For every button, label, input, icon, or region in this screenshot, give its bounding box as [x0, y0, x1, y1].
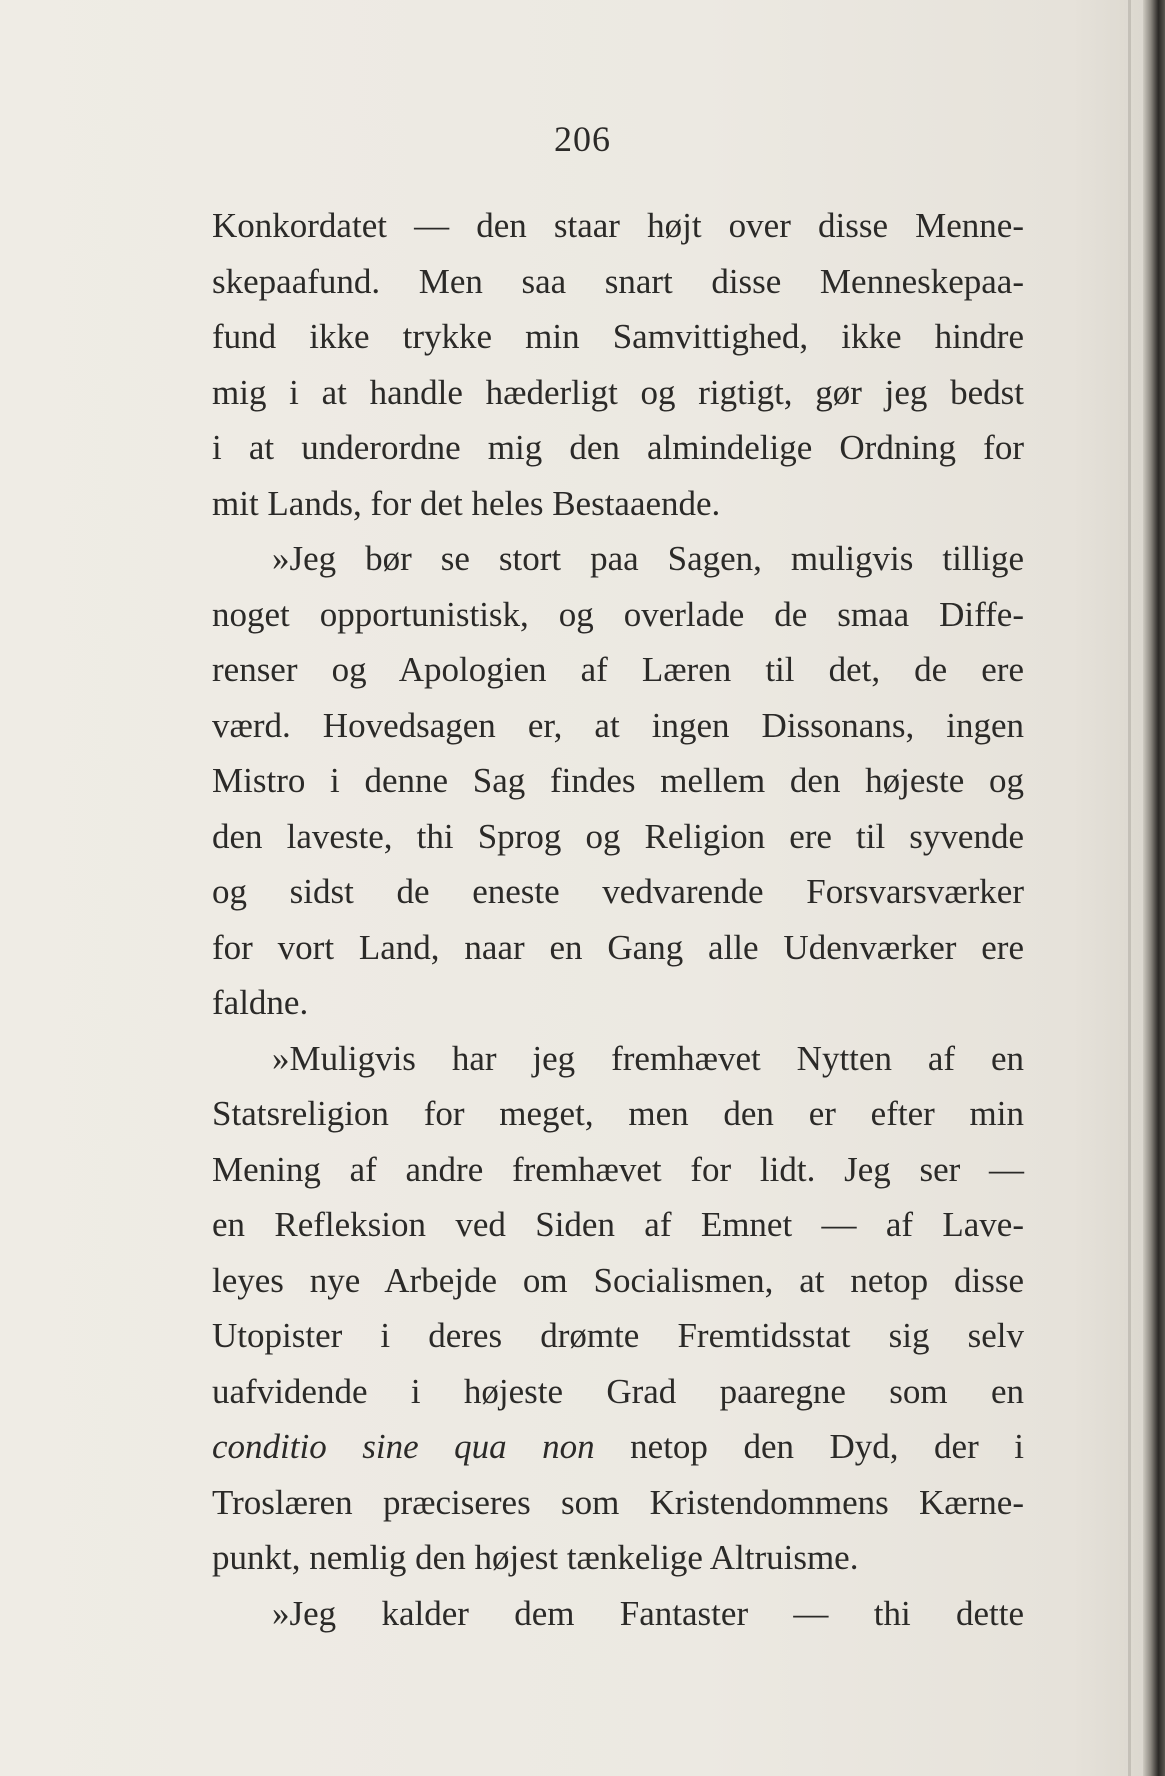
text-line: mig i at handle hæderligt og rigtigt, gør jeg bedst	[212, 372, 1024, 412]
text-line: og sidst de eneste vedvarende Forsvarsværker	[212, 872, 1024, 911]
binding-edge	[1143, 0, 1165, 1776]
text-line: Konkordatet — den staar højt over disse Menne-	[212, 206, 1024, 245]
text-line: Troslæren præciseres som Kristendommens Kærne-	[212, 1482, 1024, 1522]
text-line: faldne.	[212, 983, 309, 1022]
text-line: Statsreligion for meget, men den er efter min	[212, 1094, 1024, 1133]
text-line: punkt, nemlig den højest tænkelige Altruisme.	[212, 1538, 859, 1577]
text-line: »Jeg bør se stort paa Sagen, muligvis tillige	[272, 539, 1024, 578]
text-line-rest: netop den Dyd, der i	[594, 1427, 1024, 1466]
text-line: »Jeg kalder dem Fantaster — thi dette	[272, 1593, 1024, 1633]
italic-phrase: conditio sine qua non	[212, 1427, 595, 1466]
text-line: »Muligvis har jeg fremhævet Nytten af en	[272, 1038, 1024, 1078]
text-line: Mening af andre fremhævet for lidt. Jeg ser —	[212, 1149, 1024, 1189]
text-line: renser og Apologien af Læren til det, de ere	[212, 650, 1024, 689]
text-line: i at underordne mig den almindelige Ordning for	[212, 428, 1024, 467]
text-line: uafvidende i højeste Grad paaregne som en	[212, 1371, 1024, 1411]
text-line: den laveste, thi Sprog og Religion ere til syvende	[212, 816, 1024, 856]
text-line: fund ikke trykke min Samvittighed, ikke hindre	[212, 317, 1024, 356]
text-line: for vort Land, naar en Gang alle Udenværker ere	[212, 927, 1024, 967]
text-line: Utopister i deres drømte Fremtidsstat sig selv	[212, 1316, 1024, 1355]
page-edge-line	[1128, 0, 1131, 1776]
text-line: skepaafund. Men saa snart disse Menneskepaa-	[212, 261, 1024, 301]
body-text	[212, 198, 1024, 1641]
text-line: Mistro i denne Sag findes mellem den højeste og	[212, 761, 1024, 800]
text-line	[212, 1419, 1024, 1475]
text-line: leyes nye Arbejde om Socialismen, at netop disse	[212, 1260, 1024, 1300]
text-line: en Refleksion ved Siden af Emnet — af Lave-	[212, 1205, 1024, 1244]
text-line: mit Lands, for det heles Bestaaende.	[212, 483, 721, 523]
text-line: noget opportunistisk, og overlade de smaa Diffe-	[212, 594, 1024, 634]
page-number: 206	[554, 119, 611, 159]
text-line: værd. Hovedsagen er, at ingen Dissonans, ingen	[212, 705, 1024, 745]
